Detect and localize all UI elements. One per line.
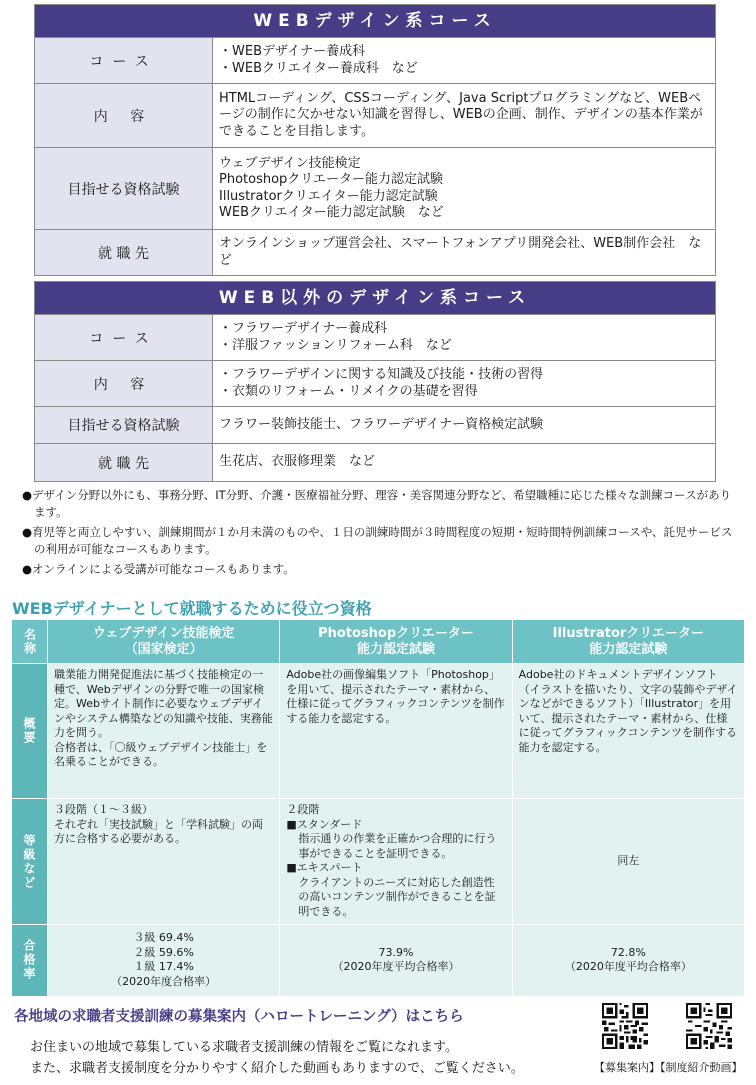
column-header-web-design: ウェブデザイン技能検定 （国家検定） (48, 620, 280, 664)
qr-caption: 【募集案内】【制度紹介動画】 (594, 1061, 743, 1074)
column-header-illustrator: Illustratorクリエーター 能力認定試験 (512, 620, 744, 664)
non-web-course-table (34, 281, 716, 482)
row-value-content: ・フラワーデザインに関する知識及び技能・技術の習得 ・衣類のリフォーム・リメイクの基礎を習得 (213, 361, 716, 407)
row-value-employers: オンラインショップ運営会社、スマートフォンアプリ開発会社、WEB制作会社 など (213, 230, 716, 276)
corner-label: 名称 (12, 620, 48, 664)
note-item: ●育児等と両立しやすい、訓練期間が１か月未満のものや、１日の訓練時間が３時間程度の短期・短時間特例訓練コースや、託児サービスの利用が可能なコースもあります。 (22, 525, 733, 556)
row-label-grades: 等級など (12, 799, 48, 924)
bullet-icon: ● (22, 488, 33, 502)
row-label-pass-rate: 合格率 (12, 924, 48, 996)
row-value-qualifications: フラワー装飾技能士、フラワーデザイナー資格検定試験 (213, 407, 716, 444)
overview-web-design: 職業能力開発促進法に基づく技能検定の一種で、Webデザインの分野で唯一の国家検定。Webサイト制作に必要なウェブデザインやシステム構築などの知識や技能、実務能力を問う。 合格者は、「〇級ウェブデザイン技能士」を名乗ることができる。 (48, 664, 280, 799)
overview-photoshop: Adobe社の画像編集ソフト「Photoshop」を用いて、提示されたテーマ・素材から、仕様に従ってグラフィックコンテンツを制作する能力を認定する。 (280, 664, 512, 799)
grades-web-design: ３段階（１～３級） それぞれ「実技試験」と「学科試験」の両方に合格する必要がある。 (48, 799, 280, 924)
row-label-course: コース (35, 38, 213, 84)
pass-rate-illustrator: 72.8% （2020年度平均合格率） (512, 924, 744, 996)
row-value-qualifications: ウェブデザイン技能検定 Photoshopクリエーター能力認定試験 Illustratorクリエイター能力認定試験 WEBクリエイター能力認定試験 など (213, 148, 716, 230)
row-label-employers: 就 職 先 (35, 230, 213, 276)
footer-line-2: また、求職者支援制度を分かりやすく紹介した動画もありますので、ご覧ください。 (30, 1061, 524, 1076)
qr-code-video-icon[interactable] (686, 1003, 732, 1049)
row-label-qualifications: 目指せる資格試験 (35, 407, 213, 444)
overview-illustrator: Adobe社のドキュメントデザインソフト（イラストを描いたり、文字の装飾やデザインなどができるソフト）「Illustrator」を用いて、提示されたテーマ・素材から、仕様に従ってグラフィックコンテンツを制作する能力を認定する。 (512, 664, 744, 799)
pass-rate-web-design: ３級 69.4% ２級 59.6% １級 17.4% （2020年度合格率） (48, 924, 280, 996)
bullet-icon: ● (22, 562, 33, 576)
grades-photoshop-expert-body: クライアントのニーズに対応した創造性の高いコンテンツ制作ができることを証明できる。 (298, 875, 496, 918)
grades-photoshop-standard-body: 指示通りの作業を正確かつ合理的に行う事ができることを証明できる。 (298, 832, 497, 860)
qr-code-recruitment-icon[interactable] (602, 1003, 648, 1049)
row-value-employers: 生花店、衣服修理業 など (213, 444, 716, 482)
grades-photoshop-head: ２段階 (286, 803, 320, 817)
pass-rate-photoshop: 73.9% （2020年度平均合格率） (280, 924, 512, 996)
grades-photoshop (280, 799, 512, 924)
row-label-course: コース (35, 315, 213, 361)
row-label-employers: 就 職 先 (35, 444, 213, 482)
notes-list (22, 487, 734, 581)
row-label-qualifications: 目指せる資格試験 (35, 148, 213, 230)
column-header-photoshop: Photoshopクリエーター 能力認定試験 (280, 620, 512, 664)
grades-photoshop-expert-title: ■エキスパート (286, 861, 363, 875)
row-value-content: HTMLコーディング、CSSコーディング、Java Scriptプログラミングなど、WEBページの制作に欠かせない知識を習得し、WEBの企画、制作、デザインの基本作業ができることを目指します。 (213, 84, 716, 148)
footer-title: 各地域の求職者支援訓練の募集案内（ハロートレーニング）はこちら (14, 1009, 464, 1025)
note-item: ●オンラインによる受講が可能なコースもあります。 (22, 562, 295, 576)
bullet-icon: ● (22, 525, 33, 539)
qualifications-table (11, 619, 745, 997)
note-item: ●デザイン分野以外にも、事務分野、IT分野、介護・医療福祉分野、理容・美容関連分野など、希望職種に応じた様々な訓練コースがあります。 (22, 488, 732, 519)
web-course-title: WEBデザイン系コース (35, 5, 716, 38)
footer-line-1: お住まいの地域で募集している求職者支援訓練の情報をご覧になれます。 (30, 1040, 458, 1055)
row-label-overview: 概要 (12, 664, 48, 799)
row-label-content: 内 容 (35, 84, 213, 148)
row-value-course: ・フラワーデザイナー養成科 ・洋服ファッションリフォーム科 など (213, 315, 716, 361)
row-label-content: 内 容 (35, 361, 213, 407)
non-web-course-title: WEB以外のデザイン系コース (35, 282, 716, 315)
grades-illustrator: 同左 (512, 799, 744, 924)
grades-photoshop-standard-title: ■スタンダード (286, 817, 363, 831)
row-value-course: ・WEBデザイナー養成科 ・WEBクリエイター養成科 など (213, 38, 716, 84)
web-course-table (34, 4, 716, 276)
qualifications-section-title: WEBデザイナーとして就職するために役立つ資格 (12, 599, 372, 618)
